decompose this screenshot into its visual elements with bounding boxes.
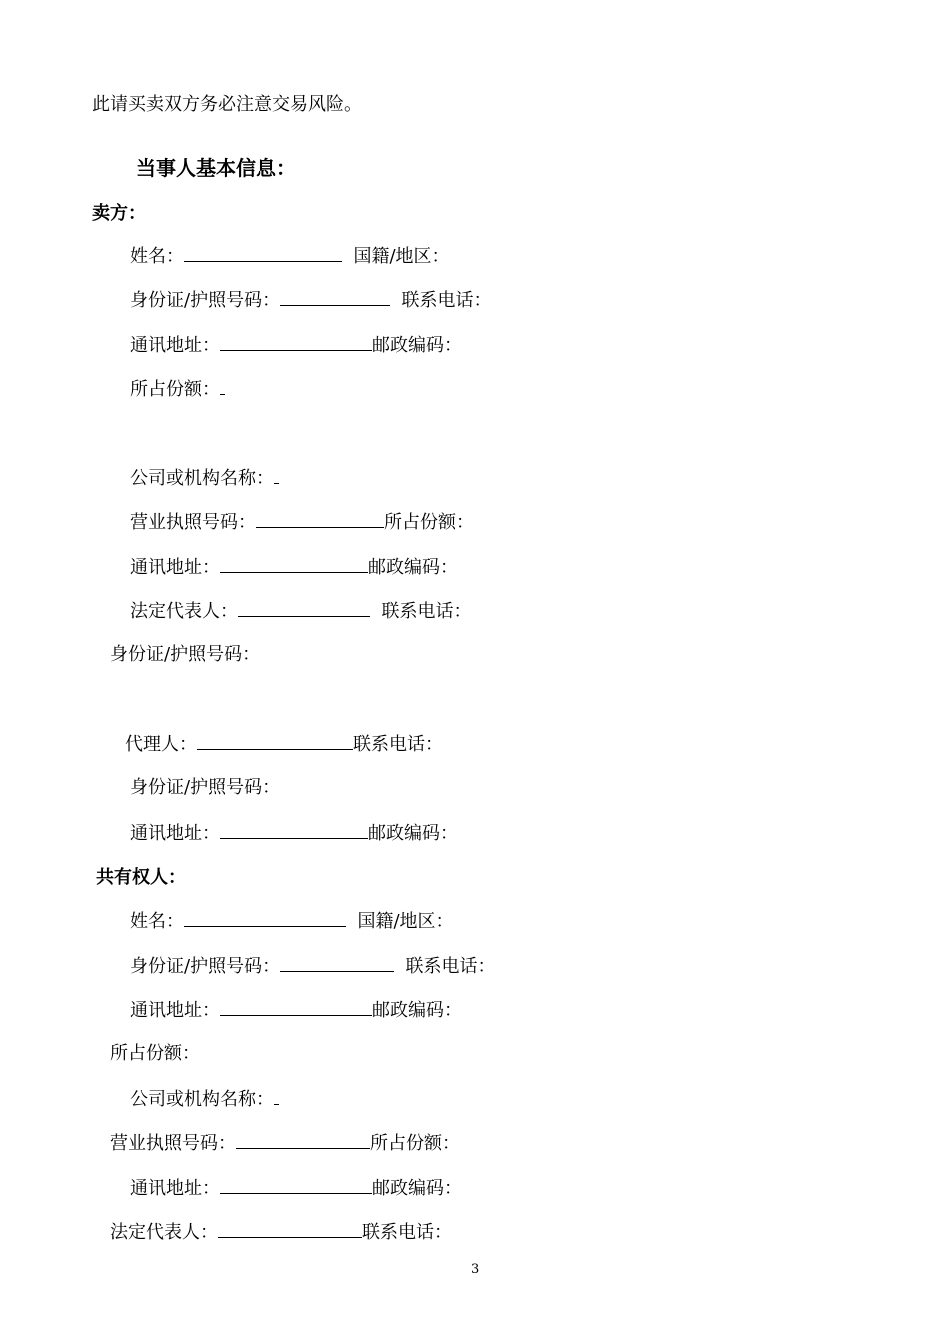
company-address-label: 通讯地址： [130, 1178, 220, 1199]
phone-label: 联系电话： [405, 956, 496, 977]
seller-title: 卖方： [92, 203, 146, 224]
co-owner-address-row [130, 999, 462, 1022]
co-owner-title: 共有权人： [96, 867, 186, 888]
name-blank[interactable] [184, 910, 346, 927]
postcode-label: 邮政编码： [372, 335, 462, 356]
page-number: 3 [471, 1262, 480, 1277]
co-owner-id-row [130, 955, 496, 978]
license-label: 营业执照号码： [110, 1133, 236, 1154]
phone-label: 联系电话： [401, 290, 492, 311]
company-label: 公司或机构名称： [130, 1089, 274, 1110]
legal-rep-phone-label: 联系电话： [362, 1222, 452, 1243]
co-owner-share-row [110, 1043, 200, 1065]
share-label: 所占份额： [130, 379, 220, 400]
seller-share-row [130, 378, 225, 401]
address-label: 通讯地址： [130, 335, 220, 356]
postcode-label: 邮政编码： [372, 1000, 462, 1021]
id-label: 身份证/护照号码： [130, 956, 281, 977]
license-blank[interactable] [236, 1132, 370, 1149]
co-owner-name-row [130, 910, 454, 933]
co-owner-company-row [130, 1088, 279, 1111]
seller-legal-rep-row [130, 600, 471, 623]
company-address-label: 通讯地址： [130, 557, 220, 578]
address-blank[interactable] [220, 334, 372, 351]
name-blank[interactable] [184, 245, 342, 262]
license-share-label: 所占份额： [370, 1133, 460, 1154]
legal-rep-id-label: 身份证/护照号码： [110, 644, 261, 665]
legal-rep-label: 法定代表人： [130, 601, 238, 622]
company-address-blank[interactable] [220, 556, 368, 573]
seller-license-row [130, 511, 474, 534]
share-blank[interactable] [220, 378, 225, 395]
section-heading: 当事人基本信息： [136, 156, 296, 180]
nationality-label: 国籍/地区： [357, 911, 454, 932]
company-blank[interactable] [274, 467, 279, 484]
legal-rep-phone-label: 联系电话： [381, 601, 472, 622]
address-blank[interactable] [220, 999, 372, 1016]
address-label: 通讯地址： [130, 1000, 220, 1021]
seller-company-address-row [130, 556, 458, 579]
seller-id-row [130, 289, 492, 312]
agent-id-label: 身份证/护照号码： [130, 777, 281, 798]
company-label: 公司或机构名称： [130, 468, 274, 489]
license-share-label: 所占份额： [384, 512, 474, 533]
name-label: 姓名： [130, 911, 184, 932]
license-blank[interactable] [256, 511, 384, 528]
id-blank[interactable] [280, 289, 390, 306]
seller-agent-row [125, 733, 443, 756]
legal-rep-label: 法定代表人： [110, 1222, 218, 1243]
name-label: 姓名： [130, 246, 184, 267]
agent-blank[interactable] [197, 733, 353, 750]
seller-agent-address-row [130, 822, 458, 845]
license-label: 营业执照号码： [130, 512, 256, 533]
id-label: 身份证/护照号码： [130, 290, 281, 311]
seller-address-row [130, 334, 462, 357]
legal-rep-blank[interactable] [238, 600, 370, 617]
co-owner-company-address-row [130, 1177, 462, 1200]
intro-text: 此请买卖双方务必注意交易风险。 [92, 94, 362, 115]
agent-postcode-label: 邮政编码： [368, 823, 458, 844]
seller-name-row [130, 245, 450, 268]
share-label: 所占份额： [110, 1043, 200, 1064]
legal-rep-blank[interactable] [218, 1221, 362, 1238]
agent-phone-label: 联系电话： [353, 734, 443, 755]
company-blank[interactable] [274, 1088, 279, 1105]
seller-company-row [130, 467, 279, 490]
co-owner-legal-rep-row [110, 1221, 452, 1244]
id-blank[interactable] [280, 955, 394, 972]
agent-address-blank[interactable] [220, 822, 368, 839]
company-address-blank[interactable] [220, 1177, 372, 1194]
company-postcode-label: 邮政编码： [368, 557, 458, 578]
seller-agent-id-row [130, 777, 280, 799]
seller-legal-rep-id-row [110, 644, 260, 666]
agent-address-label: 通讯地址： [130, 823, 220, 844]
company-postcode-label: 邮政编码： [372, 1178, 462, 1199]
nationality-label: 国籍/地区： [353, 246, 450, 267]
co-owner-license-row [110, 1132, 460, 1155]
agent-label: 代理人： [125, 734, 197, 755]
